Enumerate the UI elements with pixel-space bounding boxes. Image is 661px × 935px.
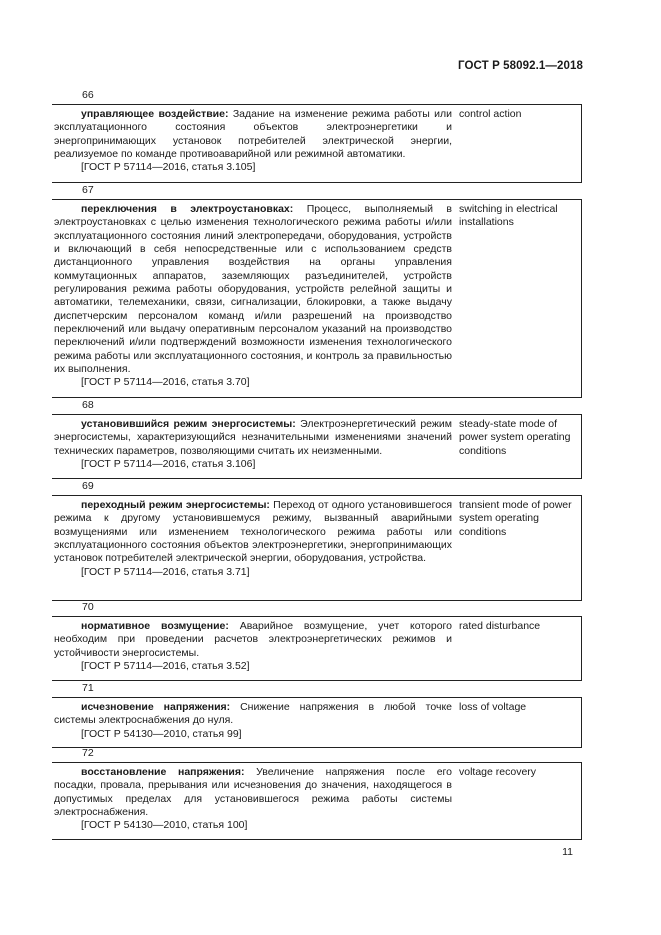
term-number: 70 — [52, 602, 582, 617]
term-name-ru: нормативное возмущение: — [81, 620, 229, 632]
term-number: 71 — [52, 683, 582, 698]
term-body — [52, 617, 582, 681]
term-name-ru: управляющее воздействие: — [81, 108, 229, 120]
term-name-en: steady-state mode of power system operating conditions — [459, 418, 571, 457]
term-name-ru: переходный режим энергосистемы: — [81, 499, 270, 511]
definition-text: Снижение напряжения в любой точке системы электроснабжения до нуля. — [54, 701, 452, 727]
term-body — [52, 496, 582, 601]
standard-designation: ГОСТ Р 58092.1—2018 — [458, 60, 583, 72]
page-number: 11 — [562, 846, 573, 858]
term-reference: [ГОСТ Р 57114—2016, статья 3.106] — [81, 458, 256, 471]
term-definition — [52, 698, 452, 744]
term-name-en: switching in electrical installations — [459, 203, 558, 229]
term-definition — [52, 617, 452, 676]
term-number: 69 — [52, 481, 582, 496]
term-entry — [52, 400, 582, 479]
term-reference: [ГОСТ Р 57114—2016, статья 3.71] — [81, 565, 250, 578]
term-reference: [ГОСТ Р 57114—2016, статья 3.70] — [81, 376, 250, 389]
term-name-en: transient mode of power system operating conditions — [459, 499, 572, 538]
term-definition — [52, 105, 452, 178]
definition-text: Электроэнергетический режим энергосистемы, характеризующийся незначительными изменениями значений технических параметров, позволяющими считать их неизменными. — [54, 418, 452, 457]
term-definition — [52, 496, 452, 582]
definition-text: Переход от одного установившегося режима к другому установившемуся режиму, вызванный аварийными возмущениями или изменением технологического режима работы или эксплуатационного состояния объектов электроэнергетики, энергопринимающих установок потребителей электрической энергии, оборудования, устройства. — [54, 499, 452, 565]
term-body — [52, 698, 582, 748]
term-reference: [ГОСТ Р 54130—2010, статья 99] — [81, 727, 242, 740]
definition-text: Процесс, выполняемый в электроустановках с целью изменения технологического режима работы и/или эксплуатационного состояния линий электропередачи, оборудования, устройств и включающий в себя непосредственные или с использованием средств дистанционного управления воздействия на органы управления коммутационных аппаратов, заземляющих разъединителей, устройств регулирования режима работы оборудования, устройств релейной защиты и автоматики, телемеханики, связи, сигнализации, блокировки, а также выдачу диспетчерским персоналом команд и/или разрешений на производство переключений или выдачу оперативным персоналом указаний на производство переключений и/или подтверждений возможности изменения технологического режима работы или эксплуатационного состояния, и контроль за правильностью их выполнения. — [54, 203, 452, 376]
term-name-ru: восстановление напряжения: — [81, 766, 245, 778]
term-entry — [52, 683, 582, 748]
definition-text: Задание на изменение режима работы или эксплуатационного состояния объектов электроэнергетики и энергопринимающих установок потребителей электрической энергии, реализуемое по команде противоаварийной или режимной автоматики. — [54, 108, 452, 161]
term-reference: [ГОСТ Р 54130—2010, статья 100] — [81, 819, 248, 832]
term-entry — [52, 602, 582, 681]
term-name-ru: переключения в электроустановках: — [81, 203, 294, 215]
term-entry — [52, 748, 582, 840]
term-entry — [52, 481, 582, 601]
term-reference: [ГОСТ Р 57114—2016, статья 3.52] — [81, 660, 250, 673]
term-number: 68 — [52, 400, 582, 415]
term-name-ru: установившийся режим энергосистемы: — [81, 418, 296, 430]
definition-text: Увеличение напряжения после его посадки, провала, прерывания или исчезновения до значения, находящегося в допустимых пределах для установившегося режима работы системы электроснабжения. — [54, 766, 452, 819]
term-body — [52, 105, 582, 183]
term-name-en: control action — [459, 108, 522, 120]
term-entry — [52, 185, 582, 398]
term-definition — [52, 415, 452, 474]
term-body — [52, 763, 582, 840]
term-entry — [52, 90, 582, 183]
term-body — [52, 200, 582, 398]
term-number: 72 — [52, 748, 582, 763]
term-name-en: voltage recovery — [459, 766, 537, 778]
term-name-en: rated disturbance — [459, 620, 541, 632]
definition-text: Аварийное возмущение, учет которого необходим при проведении расчетов электроэнергетических режимов и устойчивости энергосистемы. — [54, 620, 452, 659]
term-definition — [52, 763, 452, 836]
term-definition — [52, 200, 452, 393]
term-number: 66 — [52, 90, 582, 105]
term-body — [52, 415, 582, 479]
term-reference: [ГОСТ Р 57114—2016, статья 3.105] — [81, 161, 256, 174]
term-name-ru: исчезновение напряжения: — [81, 701, 231, 713]
term-name-en: loss of voltage — [459, 701, 527, 713]
term-number: 67 — [52, 185, 582, 200]
